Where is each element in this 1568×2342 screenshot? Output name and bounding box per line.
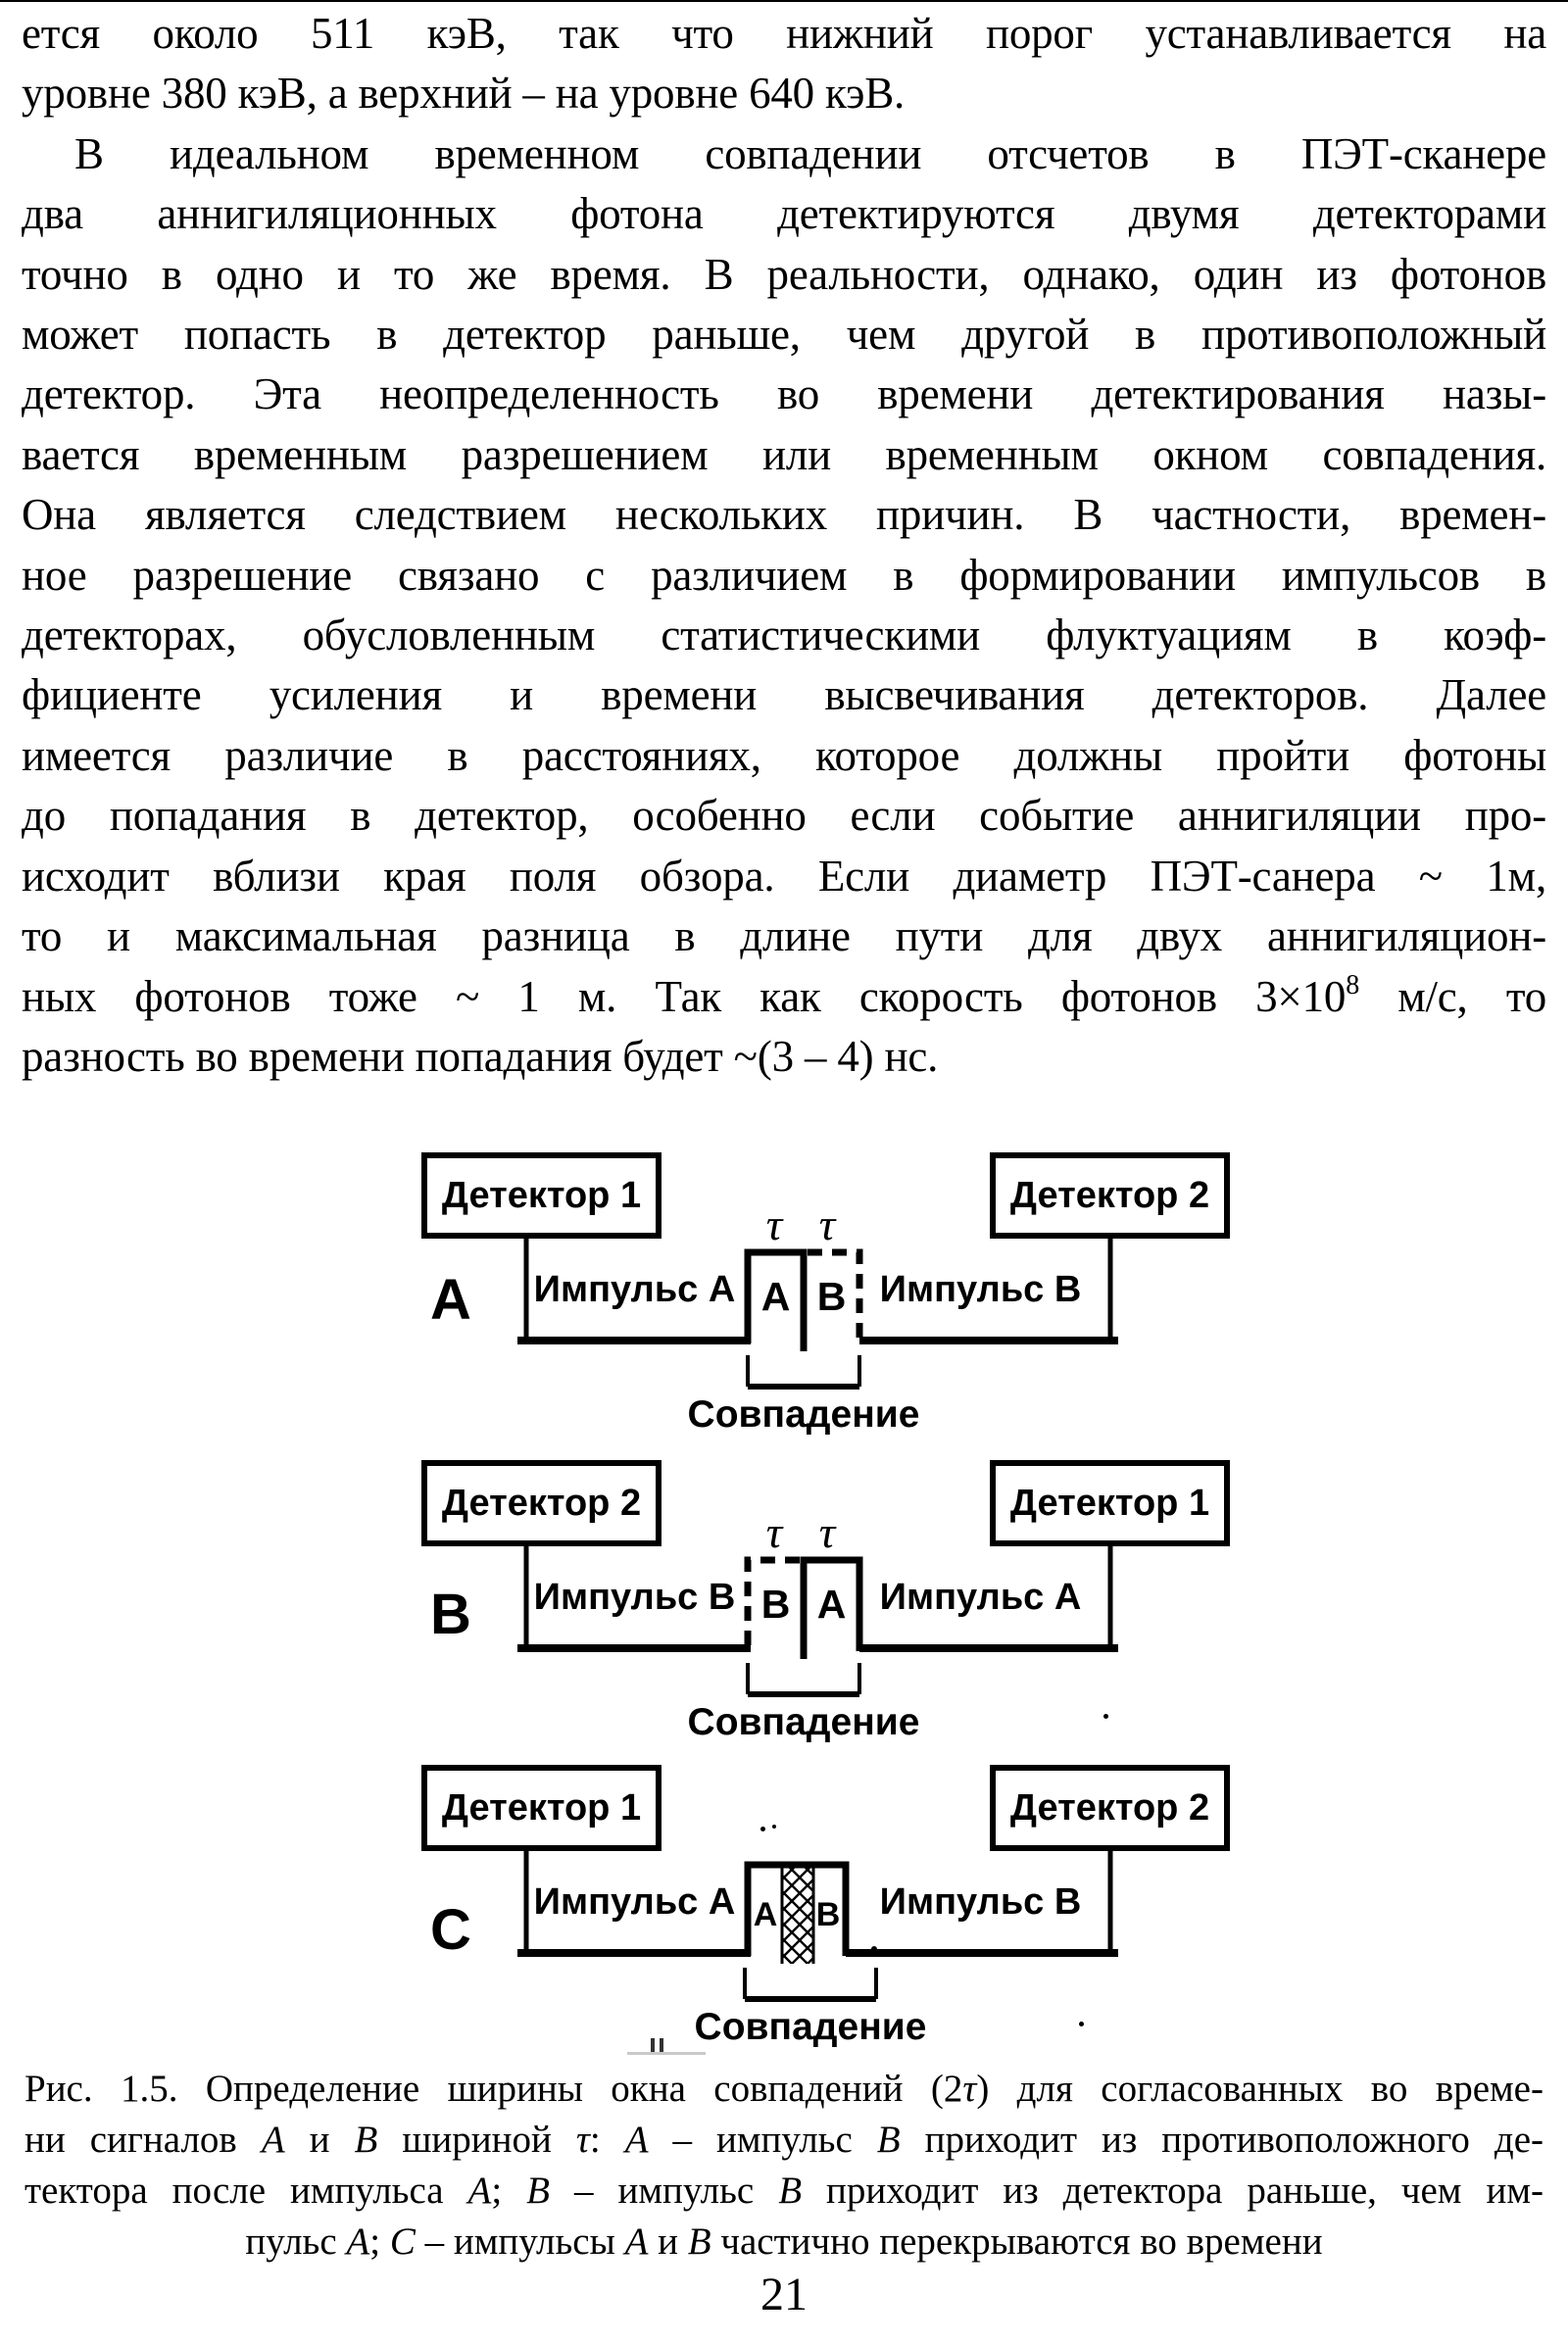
- text-line: [22, 606, 1546, 665]
- caption-segment: A: [624, 2119, 649, 2161]
- text-line: [22, 124, 1546, 184]
- detector-label: Детектор 1: [441, 1174, 642, 1216]
- caption-segment: и: [284, 2119, 355, 2161]
- caption-segment: A: [346, 2220, 370, 2263]
- text-segment: ное разрешение связано с различием в формировании импульсов в: [22, 550, 1546, 600]
- caption-line: [24, 2166, 1544, 2217]
- superscript: 8: [1346, 969, 1359, 1000]
- text-line: [22, 425, 1546, 485]
- caption-segment: B: [876, 2119, 901, 2161]
- caption-line: [24, 2217, 1544, 2268]
- figure: [0, 1140, 1568, 2066]
- text-line: [22, 485, 1546, 545]
- pulse-letter-second: А: [816, 1582, 847, 1627]
- detector-box-right: [990, 1152, 1230, 1239]
- caption-segment: B: [687, 2220, 711, 2263]
- text-line: [22, 365, 1546, 424]
- caption-segment: ;: [491, 2170, 527, 2212]
- figure-caption: [24, 2064, 1544, 2268]
- pulse-letter-first: В: [760, 1582, 791, 1627]
- pulse-label-left: Импульс А: [533, 1881, 736, 1923]
- diagram-letter: B: [430, 1583, 471, 1646]
- scan-speck-artifact: [660, 2038, 663, 2053]
- text-line: [22, 64, 1546, 123]
- text-line: [22, 4, 1546, 64]
- tau-label-left: τ: [765, 1507, 783, 1557]
- pulse-letter-second: В: [816, 1274, 847, 1319]
- caption-segment: A: [261, 2119, 285, 2161]
- caption-line: [24, 2064, 1544, 2115]
- detector-box-right: [990, 1765, 1230, 1851]
- caption-segment: – импульс: [648, 2119, 877, 2161]
- detector-box-left: [421, 1765, 662, 1851]
- pulse-label-left: Импульс А: [533, 1269, 736, 1310]
- scan-speck-artifact: [871, 1946, 877, 1952]
- pulse-letter-first: А: [753, 1896, 778, 1933]
- coincidence-label: Совпадение: [687, 1393, 920, 1436]
- caption-segment: тектора после импульса: [24, 2170, 468, 2212]
- body-text: [22, 4, 1546, 1087]
- text-segment: фициенте усиления и времени высвечивания детекторов. Далее: [22, 670, 1546, 720]
- detector-box-left: [421, 1152, 662, 1239]
- caption-segment: B: [526, 2170, 550, 2212]
- text-segment: ных фотонов тоже ~ 1 м. Так как скорость фотонов 3×10: [22, 971, 1347, 1021]
- text-segment: детектор. Эта неопределенность во времени детектирования назы-: [22, 369, 1546, 419]
- caption-segment: приходит из противоположного де-: [900, 2119, 1544, 2161]
- text-segment: разность во времени попадания будет ~(3 – 4) нс.: [22, 1031, 939, 1081]
- caption-segment: Рис. 1.5. Определение ширины окна совпадений (2: [24, 2068, 963, 2110]
- coincidence-label: Совпадение: [694, 2006, 927, 2048]
- text-line: [22, 786, 1546, 846]
- diagram-a: [0, 1140, 1568, 1448]
- pulse-label-right: Импульс А: [879, 1577, 1082, 1618]
- text-segment: детекторах, обусловленным статистическими флуктуациям в коэф-: [22, 610, 1546, 660]
- text-segment: до попадания в детектор, особенно если событие аннигиляции про-: [22, 791, 1546, 841]
- pulse-label-right: Импульс В: [879, 1269, 1082, 1310]
- caption-segment: τ: [575, 2119, 590, 2161]
- text-line: [22, 665, 1546, 725]
- text-segment: может попасть в детектор раньше, чем другой в противоположный: [22, 310, 1546, 360]
- scan-speck-artifact: [1103, 1714, 1108, 1719]
- caption-line: [24, 2115, 1544, 2166]
- detector-label: Детектор 2: [441, 1482, 642, 1524]
- tau-label-left: τ: [765, 1199, 783, 1249]
- detector-box-right: [990, 1460, 1230, 1546]
- caption-segment: B: [778, 2170, 803, 2212]
- caption-segment: частично перекрываются во времени: [710, 2220, 1323, 2263]
- tau-label-right: τ: [818, 1199, 836, 1249]
- caption-segment: шириной: [377, 2119, 576, 2161]
- scan-speck-artifact: [1079, 2022, 1084, 2026]
- caption-segment: пульс: [245, 2220, 347, 2263]
- text-line: [22, 906, 1546, 966]
- tau-label-right: τ: [818, 1507, 836, 1557]
- text-line: [22, 546, 1546, 606]
- caption-segment: ни сигналов: [24, 2119, 262, 2161]
- scan-speck-artifact: [627, 2052, 706, 2055]
- detector-box-left: [421, 1460, 662, 1546]
- caption-segment: τ: [962, 2068, 977, 2110]
- coincidence-label: Совпадение: [687, 1701, 920, 1743]
- scan-speck-artifact: [772, 1825, 776, 1829]
- diagram-letter: A: [430, 1268, 471, 1332]
- text-segment: м/с, то: [1359, 971, 1546, 1021]
- text-segment: ется около 511 кэВ, так что нижний порог устанавливается на: [22, 9, 1546, 58]
- text-segment: точно в одно и то же время. В реальности, однако, один из фотонов: [22, 249, 1546, 299]
- caption-segment: C: [389, 2220, 416, 2263]
- page-number: 21: [760, 2269, 808, 2320]
- caption-segment: A: [624, 2220, 649, 2263]
- text-line: [22, 184, 1546, 244]
- caption-segment: :: [589, 2119, 625, 2161]
- detector-label: Детектор 2: [1009, 1174, 1210, 1216]
- pulse-label-left: Импульс В: [533, 1577, 736, 1618]
- detector-label: Детектор 1: [441, 1786, 642, 1829]
- caption-segment: – импульсы: [415, 2220, 625, 2263]
- caption-segment: приходит из детектора раньше, чем им-: [802, 2170, 1544, 2212]
- caption-segment: A: [467, 2170, 492, 2212]
- text-line: [22, 245, 1546, 305]
- diagram-letter: C: [430, 1898, 471, 1962]
- caption-segment: и: [648, 2220, 688, 2263]
- text-line: [22, 726, 1546, 786]
- caption-segment: – импульс: [550, 2170, 779, 2212]
- text-segment: В идеальном временном совпадении отсчетов в ПЭТ-сканере: [74, 128, 1546, 178]
- text-segment: два аннигиляционных фотона детектируются двумя детекторами: [22, 189, 1546, 239]
- caption-segment: B: [354, 2119, 378, 2161]
- text-line: [22, 847, 1546, 906]
- scan-speck-artifact: [651, 2038, 655, 2053]
- text-segment: имеется различие в расстояниях, которое должны пройти фотоны: [22, 730, 1546, 780]
- pulse-letter-second: В: [815, 1896, 841, 1933]
- text-line: [22, 305, 1546, 365]
- pulse-label-right: Импульс В: [879, 1881, 1082, 1923]
- diagram-c: [0, 1752, 1568, 2061]
- detector-label: Детектор 1: [1009, 1482, 1210, 1524]
- caption-segment: ;: [369, 2220, 390, 2263]
- caption-segment: ) для согласованных во време-: [976, 2068, 1544, 2110]
- text-segment: то и максимальная разница в длине пути для двух аннигиляцион-: [22, 911, 1546, 961]
- text-segment: вается временным разрешением или временным окном совпадения.: [22, 429, 1546, 479]
- text-segment: Она является следствием нескольких причин. В частности, времен-: [22, 490, 1546, 540]
- pulse-letter-first: А: [760, 1274, 791, 1319]
- text-segment: уровне 380 кэВ, а верхний – на уровне 640 кэВ.: [22, 69, 906, 119]
- text-line: [22, 1027, 1546, 1087]
- diagram-b: [0, 1447, 1568, 1756]
- text-segment: исходит вблизи края поля обзора. Если диаметр ПЭТ-санера ~ 1м,: [22, 851, 1546, 901]
- scan-edge-artifact: [0, 0, 1568, 2]
- text-line: [22, 967, 1546, 1027]
- scan-speck-artifact: [760, 1827, 765, 1831]
- detector-label: Детектор 2: [1009, 1786, 1210, 1829]
